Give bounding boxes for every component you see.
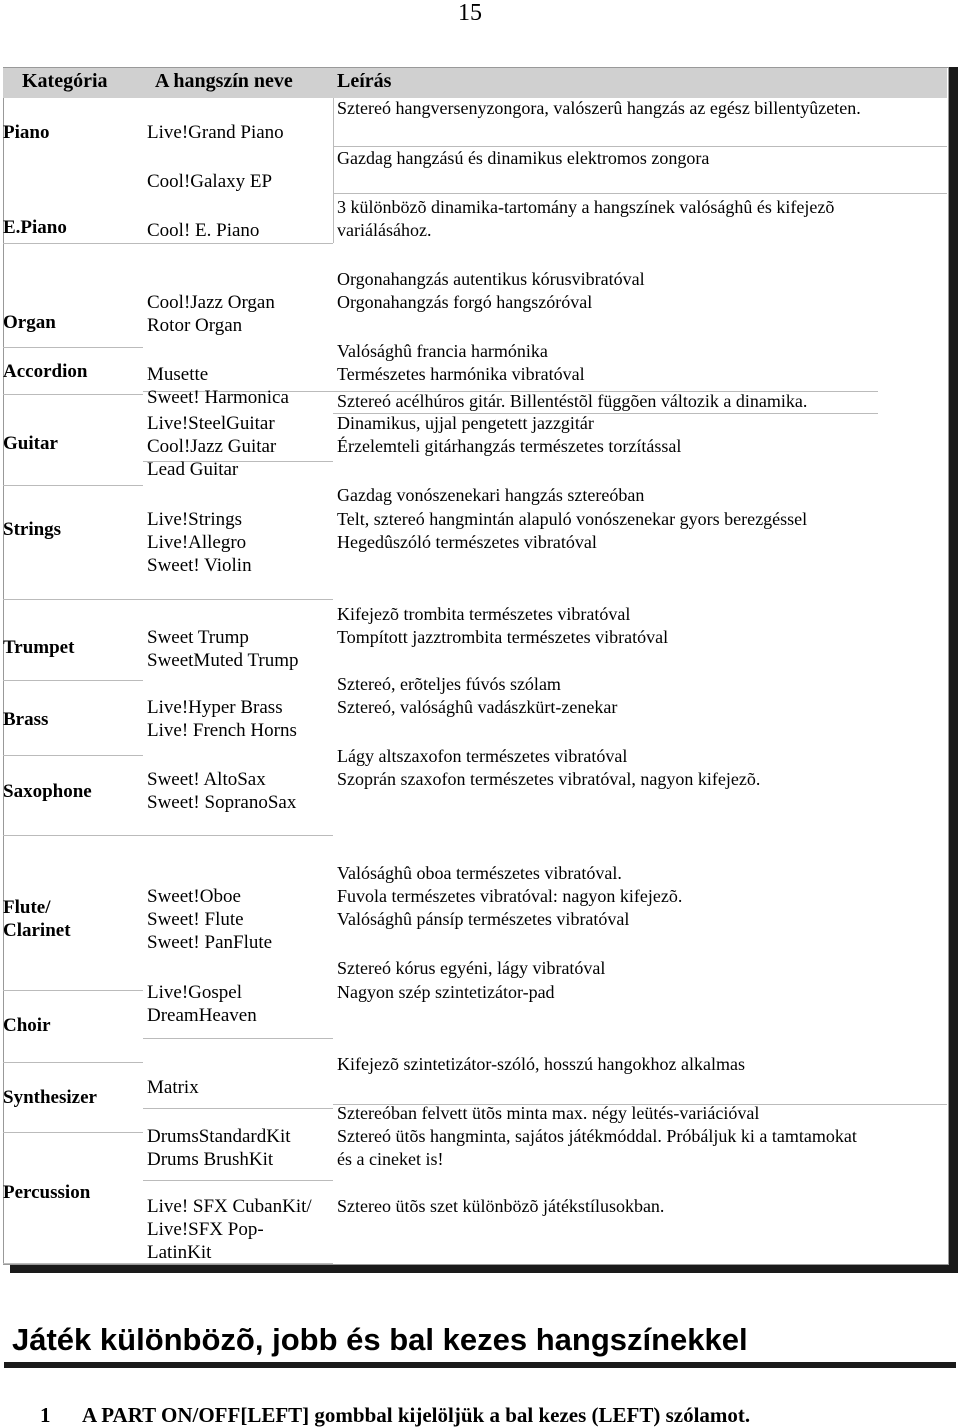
row-divider [143, 1108, 333, 1109]
voice-name: Live! SFX CubanKit/ [147, 1196, 312, 1217]
voice-description: Sztereó ütõs hangminta, sajátos játékmóddal. Próbáljuk ki a tamtamokat [337, 1126, 857, 1146]
voice-name: Live!Strings [147, 509, 242, 530]
voice-name: Live!SFX Pop- [147, 1219, 264, 1240]
voice-description: Kifejezõ szintetizátor-szóló, hosszú hangokhoz alkalmas [337, 1054, 746, 1074]
voice-description: Hegedûszóló természetes vibratóval [337, 532, 597, 552]
voice-name: SweetMuted Trump [147, 650, 299, 671]
instrument-table [3, 67, 949, 1265]
header-name: A hangszín neve [155, 70, 293, 92]
table-shadow-right [948, 67, 958, 1272]
voice-name: DrumsStandardKit [147, 1126, 291, 1147]
voice-description: Sztereó, erõteljes fúvós szólam [337, 674, 561, 694]
voice-name: Sweet! AltoSax [147, 769, 266, 790]
row-divider [3, 394, 143, 395]
voice-description: Fuvola természetes vibratóval: nagyon kifejezõ. [337, 886, 683, 906]
voice-name: LatinKit [147, 1242, 212, 1263]
category-cell: Guitar [3, 433, 58, 454]
voice-name: Sweet! Violin [147, 555, 252, 576]
row-divider [3, 680, 143, 681]
voice-name: Lead Guitar [147, 459, 239, 480]
voice-description: Sztereo ütõs szet különbözõ játékstílusokban. [337, 1196, 665, 1216]
voice-description: Orgonahangzás forgó hangszóróval [337, 292, 593, 312]
row-divider [3, 599, 333, 600]
voice-description: Tompított jazztrombita természetes vibratóval [337, 627, 669, 647]
category-cell: Strings [3, 519, 62, 540]
voice-description: Valósághû francia harmónika [337, 341, 548, 361]
voice-description: Lágy altszaxofon természetes vibratóval [337, 746, 628, 766]
voice-description: 3 különbözõ dinamika-tartomány a hangszínek valósághû és kifejezõ [337, 197, 835, 217]
step-text: A PART ON/OFF[LEFT] gombbal kijelöljük a bal kezes (LEFT) szólamot. [82, 1403, 751, 1427]
row-divider [3, 1062, 143, 1063]
voice-name: Live!Grand Piano [147, 122, 284, 143]
voice-description: és a cineket is! [337, 1149, 444, 1169]
category-cell: Piano [3, 122, 50, 143]
voice-description: variálásához. [337, 220, 432, 240]
category-cell: Brass [3, 709, 49, 730]
voice-description: Érzelemteli gitárhangzás természetes torzítással [337, 436, 682, 456]
voice-name: Sweet!Oboe [147, 886, 241, 907]
voice-name: Sweet! SopranoSax [147, 792, 297, 813]
voice-name: Live!SteelGuitar [147, 413, 275, 434]
category-cell: Percussion [3, 1182, 91, 1203]
voice-description: Sztereó acélhúros gitár. Billentéstõl függõen változik a dinamika. [337, 391, 808, 411]
row-divider [3, 990, 143, 991]
category-cell: Flute/ [3, 897, 51, 918]
step-number: 1 [40, 1403, 51, 1427]
voice-description: Kifejezõ trombita természetes vibratóval [337, 604, 631, 624]
voice-description: Gazdag vonószenekari hangzás sztereóban [337, 485, 645, 505]
column-divider [333, 98, 334, 243]
voice-name: Sweet Trump [147, 627, 249, 648]
table-header-row [3, 68, 947, 98]
voice-name: Matrix [147, 1077, 199, 1098]
voice-name: Rotor Organ [147, 315, 243, 336]
row-divider [3, 243, 333, 244]
voice-description: Sztereó, valósághû vadászkürt-zenekar [337, 697, 618, 717]
voice-name: Live!Hyper Brass [147, 697, 283, 718]
voice-name: Sweet! Flute [147, 909, 244, 930]
category-cell: Accordion [3, 361, 88, 382]
voice-name: Sweet! PanFlute [147, 932, 273, 953]
voice-name: Musette [147, 364, 209, 385]
row-divider [3, 485, 143, 486]
voice-name: Cool!Galaxy EP [147, 171, 273, 192]
table-shadow-bottom [10, 1264, 958, 1273]
row-divider [143, 1038, 333, 1039]
category-cell: Saxophone [3, 781, 92, 802]
voice-description: Szoprán szaxofon természetes vibratóval, nagyon kifejezõ. [337, 769, 761, 789]
header-category: Kategória [22, 70, 108, 92]
voice-name: Live! French Horns [147, 720, 297, 741]
voice-name: Drums BrushKit [147, 1149, 274, 1170]
row-divider [3, 347, 143, 348]
row-divider [333, 193, 947, 194]
voice-description: Természetes harmónika vibratóval [337, 364, 585, 384]
row-divider [3, 1132, 143, 1133]
voice-name: Sweet! Harmonica [147, 387, 289, 408]
voice-description: Valósághû oboa természetes vibratóval. [337, 863, 622, 883]
voice-description: Valósághû pánsíp természetes vibratóval [337, 909, 630, 929]
voice-name: DreamHeaven [147, 1005, 257, 1026]
row-divider [3, 755, 143, 756]
section-divider [4, 1362, 956, 1368]
voice-name: Live!Gospel [147, 982, 242, 1003]
voice-description: Gazdag hangzású és dinamikus elektromos zongora [337, 148, 710, 168]
voice-description: Orgonahangzás autentikus kórusvibratóval [337, 269, 645, 289]
voice-name: Cool!Jazz Organ [147, 292, 275, 313]
page-number: 15 [458, 0, 482, 26]
voice-name: Live!Allegro [147, 532, 247, 553]
category-cell: Trumpet [3, 637, 75, 658]
voice-description: Sztereó kórus egyéni, lágy vibratóval [337, 958, 606, 978]
voice-description: Sztereóban felvett ütõs minta max. négy leütés-variációval [337, 1103, 760, 1123]
row-divider [3, 835, 333, 836]
voice-description: Sztereó hangversenyzongora, valószerû hangzás az egész billentyûzeten. [337, 98, 861, 118]
voice-description: Dinamikus, ujjal pengetett jazzgitár [337, 413, 594, 433]
category-cell: Organ [3, 312, 56, 333]
section-title: Játék különbözõ, jobb és bal kezes hangszínekkel [12, 1322, 748, 1357]
voice-name: Cool!Jazz Guitar [147, 436, 277, 457]
voice-description: Nagyon szép szintetizátor-pad [337, 982, 555, 1002]
category-cell: Clarinet [3, 920, 71, 941]
header-description: Leírás [337, 70, 392, 92]
voice-name: Cool! E. Piano [147, 220, 260, 241]
category-cell: Synthesizer [3, 1087, 97, 1108]
voice-description: Telt, sztereó hangmintán alapuló vonószenekar gyors berezgéssel [337, 509, 808, 529]
category-cell: E.Piano [3, 217, 67, 238]
category-cell: Choir [3, 1015, 51, 1036]
row-divider [143, 1180, 333, 1181]
